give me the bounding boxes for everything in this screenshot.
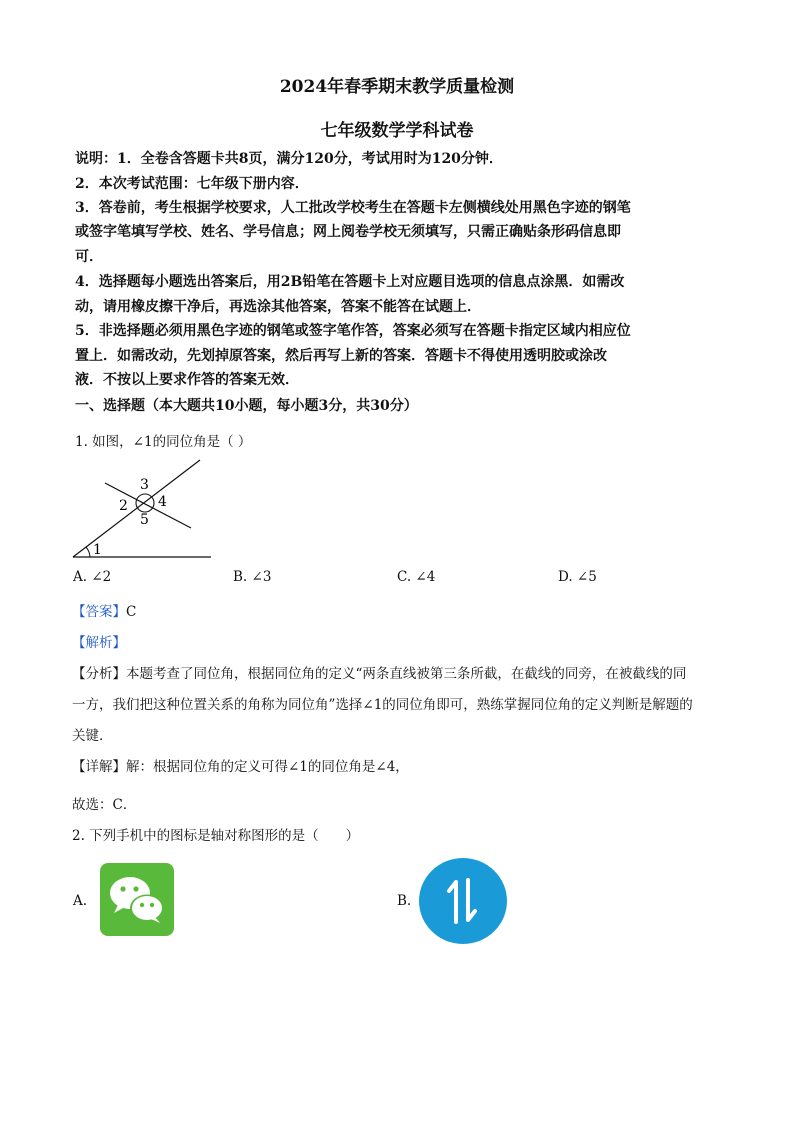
detail-line: 【详解】解：根据同位角的定义可得∠1的同位角是∠4，: [72, 759, 409, 775]
angle-label-1: 1: [93, 542, 102, 558]
angle-figure: [70, 456, 215, 562]
answer-line: [72, 600, 136, 620]
option-d[interactable]: D. ∠5: [558, 569, 597, 585]
answer-value: C: [126, 604, 137, 620]
question-2-stem: 2. 下列手机中的图标是轴对称图形的是（ ）: [72, 828, 360, 844]
angle-label-3: 3: [140, 477, 149, 493]
angle-label-4: 4: [158, 494, 167, 510]
angle-label-2: 2: [119, 498, 128, 514]
intersection-arc: [136, 494, 154, 512]
option-c[interactable]: C. ∠4: [397, 569, 436, 585]
q2-option-b-label[interactable]: B.: [397, 893, 412, 909]
analysis-line: 一方，我们把这种位置关系的角称为同位角”选择∠1的同位角即可，熟练掌握同位角的定义判断是解题的: [72, 697, 693, 713]
question-1-stem: 1. 如图，∠1的同位角是（ ）: [75, 434, 252, 450]
instruction-line: 动，请用橡皮擦干净后，再选涂其他答案，答案不能答在试题上．: [75, 299, 481, 315]
analysis-line: 【分析】本题考查了同位角，根据同位角的定义“两条直线被第三条所截，在截线的同旁，在被截线的同: [72, 666, 687, 682]
answer-tag: 【答案】: [72, 604, 126, 620]
instruction-line: 说明：1．全卷含答题卡共8页，满分120分，考试用时为120分钟．: [75, 151, 503, 167]
exam-subtitle: 七年级数学学科试卷: [320, 121, 474, 141]
instruction-line: 2．本次考试范围：七年级下册内容．: [75, 176, 309, 192]
analysis-line: 关键．: [72, 728, 113, 744]
instruction-line: 液．不按以上要求作答的答案无效．: [75, 372, 299, 388]
instruction-line: 3．答卷前，考生根据学校要求，人工批改学校考生在答题卡左侧横线处用黑色字迹的钢笔: [75, 200, 631, 216]
analysis-tag: 【解析】: [72, 635, 126, 651]
conclusion-line: 故选：C．: [72, 797, 137, 813]
up-down-arrows-icon: [419, 858, 507, 944]
exam-title: 2024年春季期末教学质量检测: [279, 77, 515, 97]
angle-label-5: 5: [140, 512, 149, 528]
q2-option-a-label[interactable]: A.: [73, 893, 88, 909]
option-a[interactable]: A. ∠2: [73, 569, 112, 585]
section-heading: 一、选择题（本大题共10小题，每小题3分，共30分）: [75, 398, 418, 414]
instruction-line: 可．: [75, 249, 103, 265]
instruction-line: 4．选择题每小题选出答案后，用2B铅笔在答题卡上对应题目选项的信息点涂黑．如需改: [75, 274, 625, 290]
instruction-line: 置上．如需改动，先划掉原答案，然后再写上新的答案．答题卡不得使用透明胶或涂改: [75, 348, 607, 364]
chat-bubbles-icon: [100, 863, 174, 936]
transfer-arrows-icon[interactable]: [419, 858, 507, 944]
option-b[interactable]: B. ∠3: [233, 569, 272, 585]
wechat-icon[interactable]: [100, 863, 174, 936]
instruction-line: 或签字笔填写学校、姓名、学号信息；网上阅卷学校无须填写，只需正确贴条形码信息即: [75, 224, 621, 240]
angle-1-arc: [86, 547, 90, 557]
instruction-line: 5．非选择题必须用黑色字迹的钢笔或签字笔作答，答案必须写在答题卡指定区域内相应位: [75, 323, 631, 339]
